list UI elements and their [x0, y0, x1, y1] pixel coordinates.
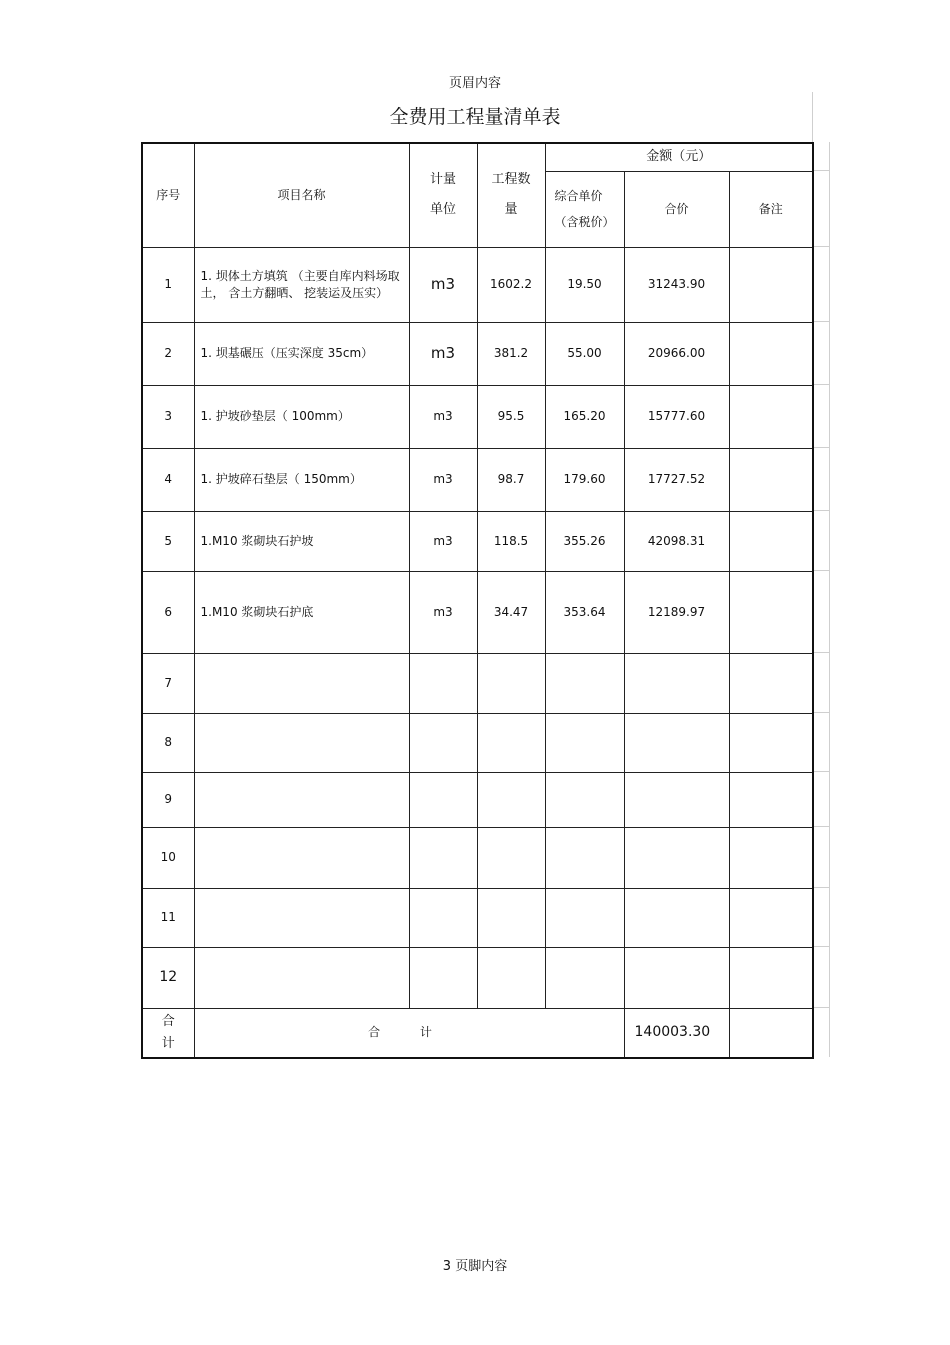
cell-name: 1.M10 浆砌块石护底	[194, 571, 409, 653]
cell-unit	[409, 947, 477, 1008]
cell-unit-price	[545, 772, 624, 827]
cell-qty: 98.7	[477, 448, 545, 511]
guide-stub	[812, 826, 830, 827]
guide-stub	[812, 712, 830, 713]
cell-seq: 5	[142, 511, 194, 571]
guide-stub	[812, 1007, 830, 1008]
table-row	[142, 247, 813, 322]
table-row	[142, 827, 813, 888]
table-row	[142, 511, 813, 571]
summary-text: 合 计	[194, 1008, 624, 1058]
cell-note	[729, 385, 813, 448]
cell-total: 20966.00	[624, 322, 729, 385]
cell-unit: m3	[409, 511, 477, 571]
bill-of-quantities-table	[141, 142, 814, 1059]
guide-stub	[812, 887, 830, 888]
cell-seq: 6	[142, 571, 194, 653]
cell-total: 12189.97	[624, 571, 729, 653]
cell-qty	[477, 713, 545, 772]
cell-unit	[409, 772, 477, 827]
cell-name: 1.M10 浆砌块石护坡	[194, 511, 409, 571]
cell-qty	[477, 653, 545, 713]
cell-note	[729, 653, 813, 713]
cell-unit-price	[545, 888, 624, 947]
cell-note	[729, 947, 813, 1008]
cell-qty: 381.2	[477, 322, 545, 385]
cell-qty: 95.5	[477, 385, 545, 448]
guide-line-outer	[829, 142, 830, 1057]
header-unit-price: 综合单价（含税价）	[545, 171, 624, 247]
header-unit: 计量单位	[409, 143, 477, 247]
page-footer: 3 页脚内容	[442, 1259, 508, 1274]
table-row	[142, 772, 813, 827]
cell-unit-price	[545, 827, 624, 888]
cell-note	[729, 713, 813, 772]
cell-note	[729, 888, 813, 947]
cell-qty	[477, 888, 545, 947]
cell-qty	[477, 827, 545, 888]
guide-stub	[812, 570, 830, 571]
cell-seq: 2	[142, 322, 194, 385]
summary-note	[729, 1008, 813, 1058]
cell-name	[194, 653, 409, 713]
cell-total	[624, 888, 729, 947]
table-row	[142, 448, 813, 511]
cell-unit	[409, 827, 477, 888]
summary-total: 140003.30	[624, 1008, 729, 1058]
cell-seq: 3	[142, 385, 194, 448]
cell-unit	[409, 653, 477, 713]
cell-qty	[477, 947, 545, 1008]
cell-name: 1. 坝体土方填筑 （主要自库内料场取土， 含土方翻晒、 挖装运及压实）	[194, 247, 409, 322]
cell-name	[194, 888, 409, 947]
cell-name	[194, 947, 409, 1008]
cell-name	[194, 827, 409, 888]
table-row	[142, 653, 813, 713]
cell-name	[194, 772, 409, 827]
cell-unit	[409, 888, 477, 947]
cell-total	[624, 947, 729, 1008]
cell-total: 17727.52	[624, 448, 729, 511]
cell-seq: 9	[142, 772, 194, 827]
page-header: 页眉内容	[448, 76, 501, 91]
cell-unit: m3	[409, 448, 477, 511]
cell-note	[729, 511, 813, 571]
cell-name: 1. 坝基碾压（压实深度 35cm）	[194, 322, 409, 385]
cell-unit-price: 179.60	[545, 448, 624, 511]
cell-unit-price: 19.50	[545, 247, 624, 322]
guide-stub	[812, 384, 830, 385]
cell-note	[729, 448, 813, 511]
cell-unit-price: 355.26	[545, 511, 624, 571]
cell-unit-price: 165.20	[545, 385, 624, 448]
cell-unit: m3	[409, 247, 477, 322]
cell-qty	[477, 772, 545, 827]
cell-seq: 1	[142, 247, 194, 322]
cell-total	[624, 827, 729, 888]
cell-seq: 11	[142, 888, 194, 947]
cell-unit: m3	[409, 385, 477, 448]
cell-total: 42098.31	[624, 511, 729, 571]
header-total: 合价	[624, 171, 729, 247]
table-row	[142, 322, 813, 385]
cell-unit: m3	[409, 322, 477, 385]
table-row	[142, 713, 813, 772]
guide-stub	[812, 321, 830, 322]
guide-stub	[812, 771, 830, 772]
cell-note	[729, 247, 813, 322]
cell-total	[624, 772, 729, 827]
guide-stub	[812, 170, 830, 171]
header-name: 项目名称	[194, 143, 409, 247]
guide-stub	[812, 652, 830, 653]
cell-seq: 4	[142, 448, 194, 511]
cell-seq: 7	[142, 653, 194, 713]
cell-seq: 8	[142, 713, 194, 772]
page-title: 全费用工程量清单表	[389, 106, 561, 128]
table-row	[142, 888, 813, 947]
cell-name: 1. 护坡碎石垫层（ 150mm）	[194, 448, 409, 511]
guide-stub	[812, 946, 830, 947]
cell-unit-price	[545, 713, 624, 772]
cell-seq: 12	[142, 947, 194, 1008]
cell-total: 15777.60	[624, 385, 729, 448]
cell-qty: 34.47	[477, 571, 545, 653]
header-qty: 工程数量	[477, 143, 545, 247]
cell-qty: 1602.2	[477, 247, 545, 322]
cell-note	[729, 772, 813, 827]
cell-note	[729, 827, 813, 888]
guide-stub	[812, 510, 830, 511]
table-row	[142, 947, 813, 1008]
cell-unit: m3	[409, 571, 477, 653]
cell-name	[194, 713, 409, 772]
cell-total	[624, 653, 729, 713]
guide-stub	[812, 447, 830, 448]
guide-stub	[812, 246, 830, 247]
cell-name: 1. 护坡砂垫层（ 100mm）	[194, 385, 409, 448]
header-amount: 金额（元）	[545, 143, 813, 171]
cell-note	[729, 571, 813, 653]
table-row	[142, 385, 813, 448]
header-note: 备注	[729, 171, 813, 247]
cell-total	[624, 713, 729, 772]
cell-unit-price	[545, 947, 624, 1008]
cell-seq: 10	[142, 827, 194, 888]
cell-qty: 118.5	[477, 511, 545, 571]
header-seq: 序号	[142, 143, 194, 247]
summary-row	[142, 1008, 813, 1058]
cell-unit-price	[545, 653, 624, 713]
table-row	[142, 571, 813, 653]
cell-unit	[409, 713, 477, 772]
cell-note	[729, 322, 813, 385]
cell-total: 31243.90	[624, 247, 729, 322]
cell-unit-price: 353.64	[545, 571, 624, 653]
cell-unit-price: 55.00	[545, 322, 624, 385]
summary-label: 合计	[142, 1008, 194, 1058]
